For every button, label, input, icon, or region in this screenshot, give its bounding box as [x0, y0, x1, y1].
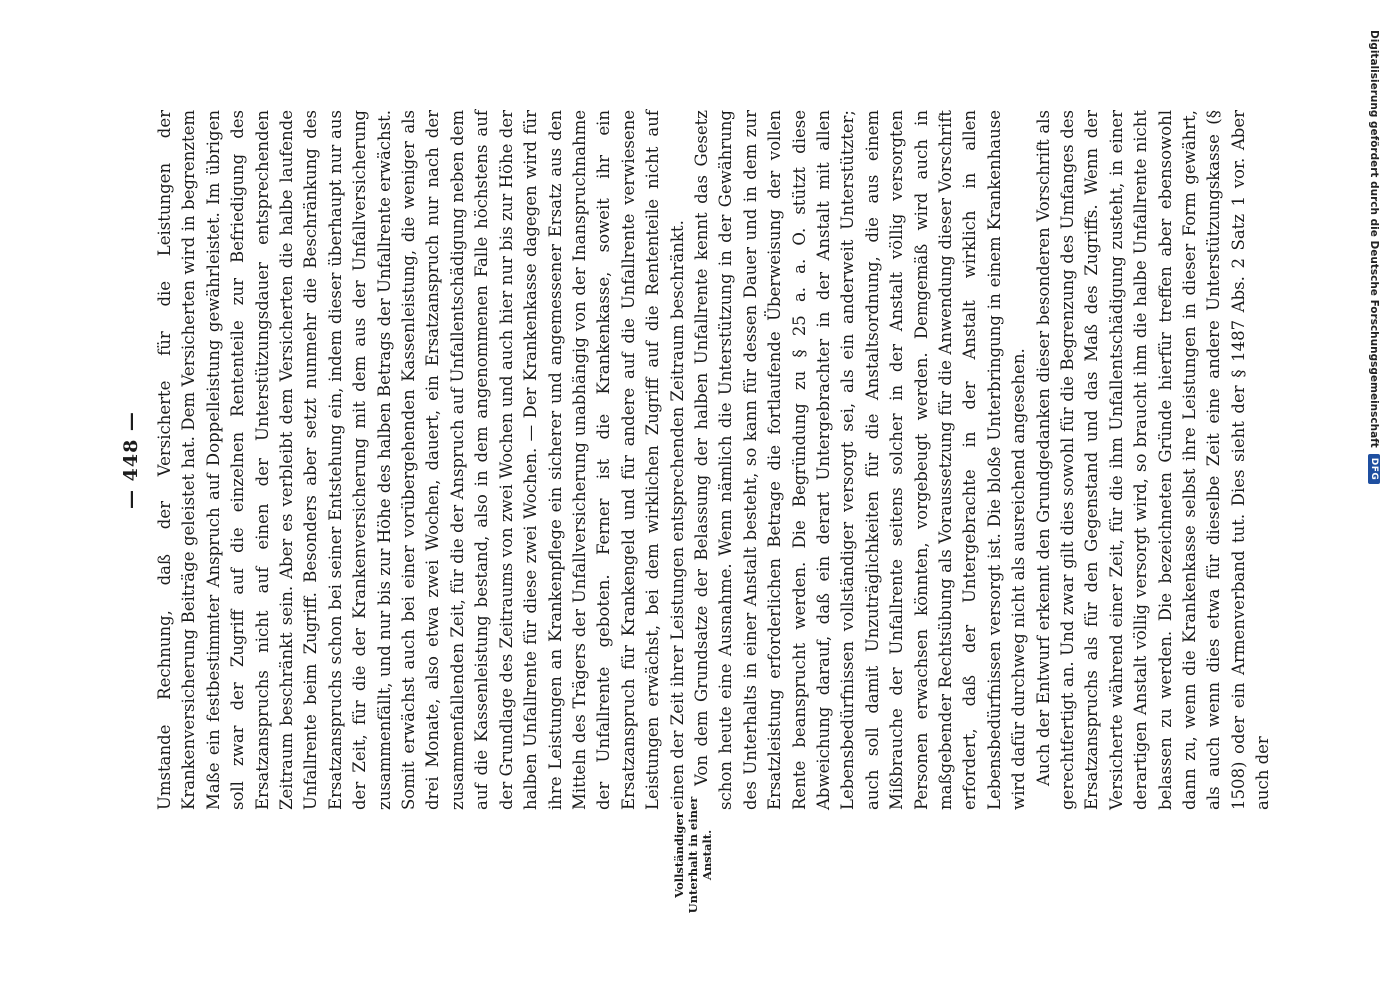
digitization-credit	[1368, 30, 1380, 810]
margin-note: Vollständiger Unterhalt in einer Anstalt.	[672, 796, 714, 914]
rotated-text-block	[120, 110, 1273, 810]
paragraph-3: Auch der Entwurf erkennt den Grundgedanken dieser besonderen Vorschrift als gerechtfertigt an. Und zwar gilt dies sowohl für die Begrenzung des Umfanges des Ersatzanspruchs als für den Gegenstand und das Maß des Zugriffs. Wenn der Versicherte während einer Zeit, für die ihm Unfallentschädigung zusteht, in einer derartigen Anstalt völlig versorgt wird, so braucht ihm die halbe Unfallrente nicht belassen zu werden. Die bezeichneten Gründe hierfür treffen aber ebensowohl dann zu, wenn die Krankenkasse selbst ihre Leistungen in dieser Form gewährt, als auch wenn dies etwa für dieselbe Zeit eine andere Unterstützungskasse (§ 1508) oder ein Armenverband tut. Dies sieht der § 1487 Abs. 2 Satz 1 vor. Aber auch der	[1033, 110, 1273, 810]
page-number: — 448 —	[120, 411, 142, 509]
paragraph-1: Umstande Rechnung, daß der Versicherte für die Leistungen der Krankenversicherung Beiträge geleistet hat. Dem Versicherten wird in begrenztem Maße ein festbestimmter Anspruch auf Doppelleistung gewährleistet. Im übrigen soll zwar der Zugriff auf die einzelnen Rententeile zur Befriedigung des Ersatzanspruchs nicht auf einen der Unterstützungsdauer entsprechenden Zeitraum beschränkt sein. Aber es verbleibt dem Versicherten die halbe laufende Unfallrente beim Zugriff. Besonders aber setzt nunmehr die Beschränkung des Ersatzanspruchs schon bei seiner Entstehung ein, indem dieser überhaupt nur aus der Zeit, für die der Krankenversicherung mit dem aus der Unfallversicherung zusammenfällt, und nur bis zur Höhe des halben Betrags der Unfallrente erwächst. Somit erwächst auch bei einer vorübergehenden Kassenleistung, die weniger als drei Monate, also etwa zwei Wochen, dauert, ein Ersatzanspruch nur nach der zusammenfallenden Zeit, für die der Anspruch auf Unfallentschädigung neben dem auf die Kassenleistung bestand, also in dem angenommenen Falle höchstens auf der Grundlage des Zeitraums von zwei Wochen und auch hier nur bis zur Höhe der halben Unfallrente für diese zwei Wochen. — Der Krankenkasse dagegen wird für ihre Leistungen an Krankenpflege ein sicherer und angemessener Ersatz aus den Mitteln des Trägers der Unfallversicherung unabhängig von der Inanspruchnahme der Unfallrente geboten. Ferner ist die Krankenkasse, soweit ihr ein Ersatzanspruch für Krankengeld und für andere auf die Unfallrente verwiesene Leistungen erwächst, bei dem wirklichen Zugriff auf die Rententeile nicht auf einen der Zeit ihrer Leistungen entsprechenden Zeitraum beschränkt.	[155, 110, 687, 810]
paragraph-2: Von dem Grundsatze der Belassung der halben Unfallrente kennt das Gesetz schon heute eine Ausnahme. Wenn nämlich die Unterstützung in der Gewährung des Unterhalts in einer Anstalt besteht, so kann für dessen Dauer und in dem zur Ersatzleistung erforderlichen Betrage die fortlaufende Überweisung der vollen Rente beansprucht werden. Die Begründung zu § 25 a. a. O. stützt diese Abweichung darauf, daß ein derart Untergebrachter in der Anstalt mit allen Lebensbedürfnissen vollständiger versorgt sei, als ein anderweit Unterstützter; auch soll damit Unzuträglichkeiten für die Anstaltsordnung, die aus einem Mißbrauche der Unfallrente seitens solcher in der Anstalt völlig versorgten Personen erwachsen könnten, vorgebeugt werden. Demgemäß wird auch in maßgebender Rechtsübung als Voraussetzung für die Anwendung dieser Vorschrift erfordert, daß der Untergebrachte in der Anstalt wirklich in allen Lebensbedürfnissen versorgt ist. Die bloße Unterbringung in einem Krankenhause wird dafür durchweg nicht als ausreichend angesehen.	[691, 110, 1029, 810]
dfg-logo: DFG	[1368, 454, 1380, 485]
body-text	[153, 110, 1276, 810]
credit-text: Digitalisierung gefördert durch die Deutsche Forschungsgemeinschaft	[1368, 30, 1380, 448]
